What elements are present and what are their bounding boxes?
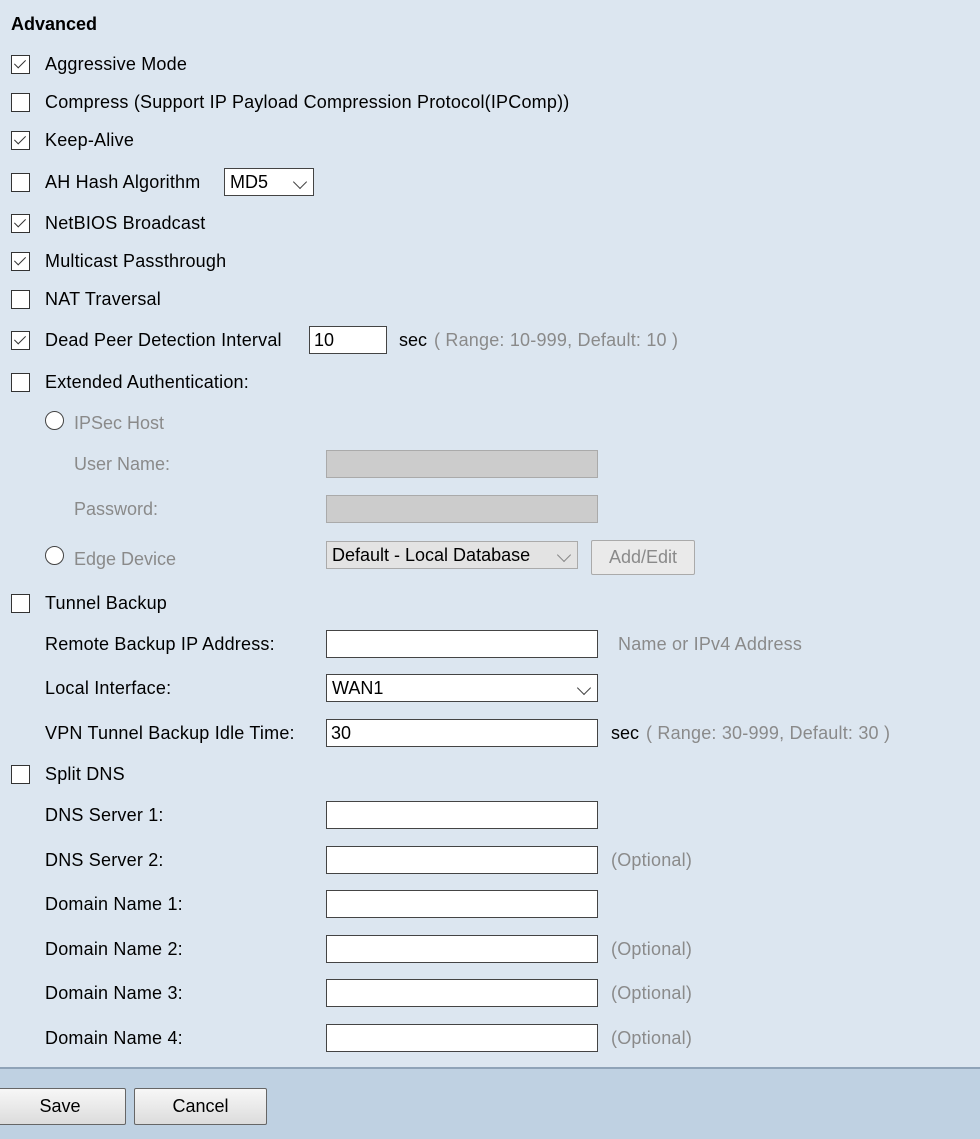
remote-backup-ip-label: Remote Backup IP Address: [45, 634, 275, 654]
domain-name-4-optional: (Optional) [611, 1028, 693, 1048]
idle-time-range-hint: ( Range: 30-999, Default: 30 ) [646, 723, 891, 743]
tunnel-backup-label: Tunnel Backup [45, 593, 168, 613]
dpd-interval-input[interactable]: 10 [309, 326, 387, 354]
idle-time-label: VPN Tunnel Backup Idle Time: [45, 723, 295, 743]
idle-time-input[interactable]: 30 [326, 719, 598, 747]
xauth-label: Extended Authentication: [45, 372, 249, 392]
dpd-range-hint: ( Range: 10-999, Default: 10 ) [434, 330, 679, 350]
chevron-down-icon [577, 681, 591, 695]
chevron-down-icon [293, 175, 307, 189]
remote-backup-ip-hint: Name or IPv4 Address [618, 634, 803, 654]
domain-name-4-label: Domain Name 4: [45, 1028, 183, 1048]
user-name-input[interactable] [326, 450, 598, 478]
aggressive-mode-checkbox[interactable] [11, 55, 30, 74]
ipsec-host-radio[interactable] [45, 411, 64, 430]
domain-name-3-label: Domain Name 3: [45, 983, 183, 1003]
remote-backup-ip-input[interactable] [326, 630, 598, 658]
dpd-checkbox[interactable] [11, 331, 30, 350]
domain-name-2-label: Domain Name 2: [45, 939, 183, 959]
password-label: Password: [74, 499, 159, 519]
cancel-button[interactable]: Cancel [134, 1088, 267, 1125]
netbios-label: NetBIOS Broadcast [45, 213, 206, 233]
nat-traversal-checkbox[interactable] [11, 290, 30, 309]
ah-hash-select[interactable] [224, 168, 314, 196]
chevron-down-icon [557, 548, 571, 562]
edge-device-value: Default - Local Database [332, 545, 531, 565]
tunnel-backup-checkbox[interactable] [11, 594, 30, 613]
dns-server-1-label: DNS Server 1: [45, 805, 164, 825]
dns-server-2-input[interactable] [326, 846, 598, 874]
domain-name-3-input[interactable] [326, 979, 598, 1007]
dns-server-2-label: DNS Server 2: [45, 850, 164, 870]
edge-device-select[interactable] [326, 541, 578, 569]
multicast-label: Multicast Passthrough [45, 251, 227, 271]
ipsec-host-label: IPSec Host [74, 413, 165, 433]
dpd-unit: sec [399, 330, 428, 350]
multicast-checkbox[interactable] [11, 252, 30, 271]
aggressive-mode-label: Aggressive Mode [45, 54, 188, 74]
split-dns-checkbox[interactable] [11, 765, 30, 784]
keep-alive-checkbox[interactable] [11, 131, 30, 150]
netbios-checkbox[interactable] [11, 214, 30, 233]
domain-name-1-input[interactable] [326, 890, 598, 918]
xauth-checkbox[interactable] [11, 373, 30, 392]
split-dns-label: Split DNS [45, 764, 125, 784]
local-interface-select[interactable] [326, 674, 598, 702]
edge-device-radio[interactable] [45, 546, 64, 565]
dns-server-1-input[interactable] [326, 801, 598, 829]
user-name-label: User Name: [74, 454, 171, 474]
ah-hash-value: MD5 [230, 172, 269, 192]
keep-alive-label: Keep-Alive [45, 130, 135, 150]
password-input[interactable] [326, 495, 598, 523]
domain-name-2-optional: (Optional) [611, 939, 693, 959]
domain-name-3-optional: (Optional) [611, 983, 693, 1003]
ah-hash-label: AH Hash Algorithm [45, 172, 201, 192]
domain-name-1-label: Domain Name 1: [45, 894, 183, 914]
edge-device-label: Edge Device [74, 549, 177, 569]
save-button[interactable]: Save [0, 1088, 126, 1125]
dpd-label: Dead Peer Detection Interval [45, 330, 282, 350]
nat-traversal-label: NAT Traversal [45, 289, 161, 309]
section-title: Advanced [11, 14, 98, 34]
local-interface-label: Local Interface: [45, 678, 172, 698]
compress-label: Compress (Support IP Payload Compression Protocol(IPComp)) [45, 92, 570, 112]
compress-checkbox[interactable] [11, 93, 30, 112]
idle-time-unit: sec [611, 723, 640, 743]
domain-name-2-input[interactable] [326, 935, 598, 963]
dns-server-2-optional: (Optional) [611, 850, 693, 870]
domain-name-4-input[interactable] [326, 1024, 598, 1052]
ah-hash-checkbox[interactable] [11, 173, 30, 192]
add-edit-button[interactable]: Add/Edit [591, 540, 695, 575]
local-interface-value: WAN1 [332, 678, 384, 698]
